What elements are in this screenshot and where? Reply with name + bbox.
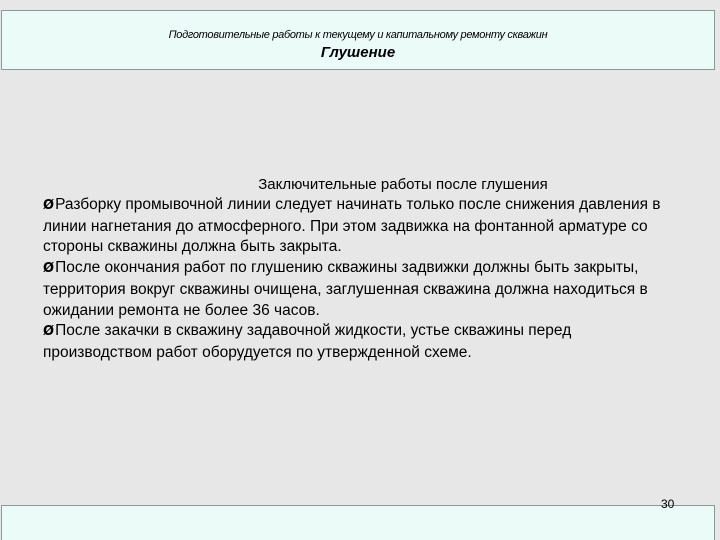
header-subtitle: Подготовительные работы к текущему и капитальному ремонту скважин: [168, 29, 548, 41]
page-number: 30: [661, 497, 675, 511]
paragraph-item: [43, 258, 673, 321]
content-body: [43, 195, 673, 364]
arrow-bullet-icon: Ø: [43, 324, 55, 340]
paragraph-text: После окончания работ по глушению скважины задвижки должны быть закрыты, территория вокруг скважины очищена, заглушенная скважина должна находиться в ожидании ремонта не более 36 часов.: [43, 259, 648, 319]
header-banner: [1, 10, 715, 70]
arrow-bullet-icon: Ø: [43, 198, 55, 213]
paragraph-item: [43, 195, 673, 258]
arrow-bullet-icon: Ø: [43, 261, 55, 277]
section-heading: Заключительные работы после глушения: [258, 176, 548, 193]
slide-content: [43, 175, 673, 364]
footer-banner: [1, 505, 715, 540]
paragraph-text: Разборку промывочной линии следует начинать только после снижения давления в линии нагнетания до атмосферного. При этом задвижка на фонтанной арматуре со стороны скважины должна быть закрыта.: [43, 196, 661, 256]
page-title: Глушение: [320, 44, 396, 61]
paragraph-item: [43, 321, 673, 363]
paragraph-text: После закачки в скважину задавочной жидкости, устье скважины перед производством работ оборудуется по утвержденной схеме.: [43, 322, 572, 361]
